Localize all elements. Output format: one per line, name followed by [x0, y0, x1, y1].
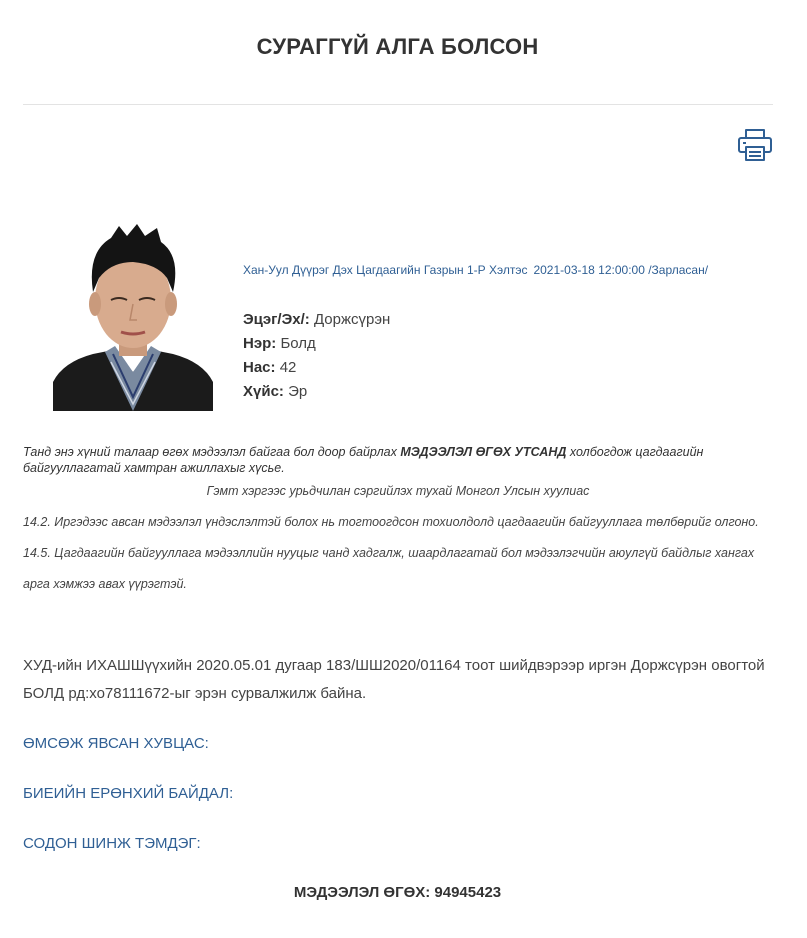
age-label: Нас:	[243, 359, 276, 376]
age-row	[243, 356, 390, 380]
clothing-heading: ӨМСӨЖ ЯВСАН ХУВЦАС:	[23, 735, 209, 752]
page-title: СУРАГГҮЙ АЛГА БОЛСОН	[256, 34, 539, 59]
notice-part1: Танд энэ хүний талаар өгөх мэдээлэл байгаа бол доор байрлах	[23, 445, 401, 459]
gender-row	[243, 380, 390, 404]
print-button[interactable]	[737, 128, 773, 162]
printer-icon	[737, 128, 773, 162]
title-divider	[23, 104, 773, 105]
person-photo	[53, 222, 213, 411]
person-info	[243, 308, 390, 404]
appearance-heading: БИЕИЙН ЕРӨНХИЙ БАЙДАЛ:	[23, 785, 234, 802]
contact-info	[0, 884, 795, 901]
notice-bold: МЭДЭЭЛЭЛ ӨГӨХ УТСАНД	[400, 445, 567, 459]
father-row	[243, 308, 390, 332]
name-value: Болд	[280, 335, 316, 352]
gender-label: Хүйс:	[243, 383, 284, 400]
notice-part2: холбогдож цагдаагийн байгууллагатай хамтран ажиллахыг хүсье.	[23, 445, 704, 475]
father-label: Эцэг/Эх/:	[243, 311, 310, 328]
law-text	[23, 507, 773, 600]
father-value: Доржсүрэн	[313, 311, 391, 328]
notice-text	[23, 444, 773, 476]
gender-value: Эр	[288, 383, 308, 400]
contact-phone[interactable]: 94945423	[434, 884, 502, 901]
name-label: Нэр:	[243, 335, 277, 352]
law-paragraph-14-5: 14.5. Цагдаагийн байгууллага мэдээллийн нууцыг чанд хадгалж, шаардлагатай бол мэдээлэгчийн аюулгүй байдлыг хангах арга хэмжээ авах үүрэгтэй.	[23, 546, 755, 591]
features-heading: СОДОН ШИНЖ ТЭМДЭГ:	[23, 835, 201, 852]
name-row	[243, 332, 390, 356]
case-description: ХУД-ийн ИХАШШүүхийн 2020.05.01 дугаар 183/ШШ2020/01164 тоот шийдвэрээр иргэн Доржсүрэн овогтой БОЛД рд:хо78111672-ыг эрэн сурвалжилж байна.	[23, 657, 765, 702]
law-title: Гэмт хэргээс урьдчилан сэргийлэх тухай Монгол Улсын хуулиас	[206, 484, 590, 498]
case-meta	[243, 263, 708, 277]
age-value: 42	[279, 359, 297, 376]
law-paragraph-14-2: 14.2. Иргэдээс авсан мэдээлэл үндэслэлтэй болох нь тогтоогдсон тохиолдолд цагдаагийн байгууллага төлбөрийг олгоно.	[23, 515, 759, 529]
announce-date: 2021-03-18 12:00:00 /Зарласан/	[533, 263, 709, 277]
police-department: Хан-Уул Дүүрэг Дэх Цагдаагийн Газрын 1-Р Хэлтэс	[243, 263, 528, 277]
contact-label: МЭДЭЭЛЭЛ ӨГӨХ:	[293, 884, 431, 901]
